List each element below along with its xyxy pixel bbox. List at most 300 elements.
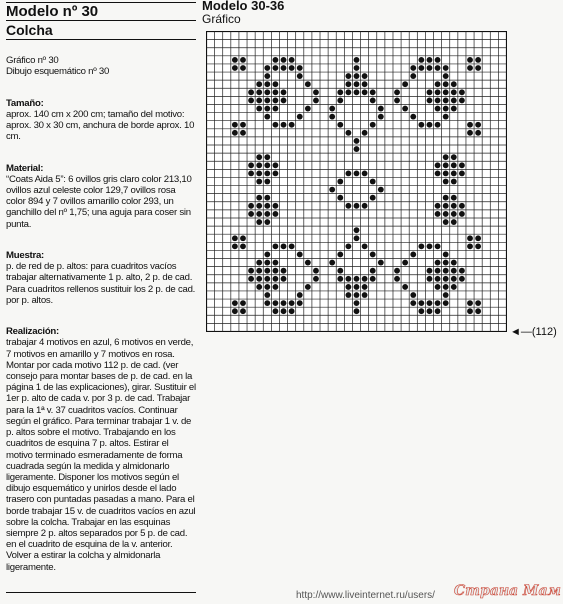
filled-cell bbox=[289, 243, 295, 249]
filled-cell bbox=[410, 292, 416, 298]
filled-cell bbox=[354, 89, 360, 95]
filled-cell bbox=[451, 195, 457, 201]
filled-cell bbox=[435, 203, 441, 209]
filled-cell bbox=[248, 203, 254, 209]
filled-cell bbox=[264, 98, 270, 104]
filled-cell bbox=[418, 65, 424, 71]
filled-cell bbox=[362, 130, 368, 136]
filled-cell bbox=[475, 243, 481, 249]
filled-cell bbox=[273, 170, 279, 176]
filled-cell bbox=[362, 89, 368, 95]
filled-cell bbox=[435, 162, 441, 168]
filled-cell bbox=[362, 292, 368, 298]
filled-cell bbox=[264, 252, 270, 258]
filled-cell bbox=[273, 308, 279, 314]
size-label: Tamaño: bbox=[6, 97, 44, 109]
filled-cell bbox=[467, 130, 473, 136]
filled-cell bbox=[289, 122, 295, 128]
filled-cell bbox=[435, 122, 441, 128]
filled-cell bbox=[256, 211, 262, 217]
filled-cell bbox=[451, 276, 457, 282]
filled-cell bbox=[248, 170, 254, 176]
filled-cell bbox=[240, 65, 246, 71]
filled-cell bbox=[337, 122, 343, 128]
filled-cell bbox=[256, 203, 262, 209]
filled-cell bbox=[362, 284, 368, 290]
filled-cell bbox=[354, 73, 360, 79]
filled-cell bbox=[337, 89, 343, 95]
filled-cell bbox=[264, 211, 270, 217]
filled-cell bbox=[281, 308, 287, 314]
filled-cell bbox=[370, 276, 376, 282]
filled-cell bbox=[362, 170, 368, 176]
filled-cell bbox=[289, 308, 295, 314]
filled-cell bbox=[281, 98, 287, 104]
filled-cell bbox=[362, 203, 368, 209]
filled-cell bbox=[232, 130, 238, 136]
filled-cell bbox=[264, 219, 270, 225]
filled-cell bbox=[418, 243, 424, 249]
brand-logo: Страна Мам bbox=[454, 583, 561, 599]
filled-cell bbox=[451, 162, 457, 168]
filled-cell bbox=[410, 114, 416, 120]
filled-cell bbox=[410, 300, 416, 306]
filled-cell bbox=[329, 114, 335, 120]
filled-cell bbox=[354, 235, 360, 241]
filled-cell bbox=[435, 308, 441, 314]
filled-cell bbox=[443, 179, 449, 185]
filled-cell bbox=[281, 122, 287, 128]
filled-cell bbox=[354, 227, 360, 233]
filled-cell bbox=[443, 162, 449, 168]
filled-cell bbox=[240, 300, 246, 306]
filled-cell bbox=[345, 73, 351, 79]
filled-cell bbox=[443, 98, 449, 104]
filled-cell bbox=[240, 122, 246, 128]
filled-cell bbox=[240, 57, 246, 63]
filled-cell bbox=[297, 65, 303, 71]
filled-cell bbox=[256, 170, 262, 176]
filled-cell bbox=[443, 106, 449, 112]
filled-cell bbox=[313, 276, 319, 282]
filled-cell bbox=[297, 73, 303, 79]
filled-cell bbox=[264, 203, 270, 209]
filled-cell bbox=[345, 89, 351, 95]
filled-cell bbox=[273, 98, 279, 104]
filled-cell bbox=[256, 154, 262, 160]
filled-cell bbox=[240, 235, 246, 241]
subtitle: Colcha bbox=[6, 22, 53, 38]
filled-cell bbox=[370, 268, 376, 274]
filled-cell bbox=[354, 57, 360, 63]
realization-label: Realización: bbox=[6, 326, 59, 338]
filled-cell bbox=[362, 73, 368, 79]
filled-cell bbox=[273, 65, 279, 71]
filled-cell bbox=[435, 284, 441, 290]
filled-cell bbox=[443, 73, 449, 79]
filled-cell bbox=[273, 211, 279, 217]
chart-ref-2: Dibujo esquemático nº 30 bbox=[6, 66, 110, 78]
filled-cell bbox=[443, 154, 449, 160]
filled-cell bbox=[451, 154, 457, 160]
filled-cell bbox=[354, 300, 360, 306]
filled-cell bbox=[354, 65, 360, 71]
filled-cell bbox=[443, 211, 449, 217]
realization-section bbox=[6, 315, 196, 573]
filled-cell bbox=[459, 203, 465, 209]
filled-cell bbox=[451, 81, 457, 87]
filled-cell bbox=[467, 122, 473, 128]
filled-cell bbox=[264, 162, 270, 168]
filled-cell bbox=[232, 57, 238, 63]
filled-cell bbox=[410, 73, 416, 79]
filled-cell bbox=[264, 89, 270, 95]
filled-cell bbox=[281, 268, 287, 274]
filled-cell bbox=[443, 268, 449, 274]
filled-cell bbox=[297, 252, 303, 258]
filled-cell bbox=[345, 81, 351, 87]
filled-cell bbox=[264, 154, 270, 160]
filled-cell bbox=[256, 162, 262, 168]
filled-cell bbox=[451, 89, 457, 95]
filled-cell bbox=[362, 243, 368, 249]
filled-cell bbox=[264, 179, 270, 185]
filled-cell bbox=[443, 81, 449, 87]
filled-cell bbox=[443, 203, 449, 209]
filled-cell bbox=[256, 268, 262, 274]
filled-cell bbox=[256, 98, 262, 104]
filled-cell bbox=[281, 243, 287, 249]
filled-cell bbox=[329, 260, 335, 266]
filled-cell bbox=[362, 81, 368, 87]
filled-cell bbox=[475, 122, 481, 128]
subtitle-rule bbox=[6, 39, 196, 40]
filled-cell bbox=[427, 268, 433, 274]
filled-cell bbox=[354, 292, 360, 298]
filled-cell bbox=[264, 276, 270, 282]
filled-cell bbox=[273, 81, 279, 87]
filled-cell bbox=[273, 260, 279, 266]
filled-cell bbox=[443, 300, 449, 306]
filled-cell bbox=[435, 89, 441, 95]
filled-cell bbox=[305, 284, 311, 290]
filled-cell bbox=[264, 81, 270, 87]
filled-cell bbox=[264, 170, 270, 176]
filled-cell bbox=[297, 292, 303, 298]
filled-cell bbox=[435, 170, 441, 176]
filled-cell bbox=[354, 308, 360, 314]
filled-cell bbox=[410, 65, 416, 71]
row-marker: ◄—(112) bbox=[510, 326, 557, 338]
filled-cell bbox=[273, 284, 279, 290]
filled-cell bbox=[418, 122, 424, 128]
material-section bbox=[6, 151, 196, 229]
filled-cell bbox=[273, 268, 279, 274]
filled-cell bbox=[362, 276, 368, 282]
filled-cell bbox=[256, 284, 262, 290]
filled-cell bbox=[443, 170, 449, 176]
filled-cell bbox=[354, 276, 360, 282]
filled-cell bbox=[232, 122, 238, 128]
filled-cell bbox=[345, 243, 351, 249]
filled-cell bbox=[264, 300, 270, 306]
filled-cell bbox=[394, 268, 400, 274]
filled-cell bbox=[273, 122, 279, 128]
sample-text: p. de red de p. altos: para cuadritos vacíos trabajar alternativamente 1 p. alto, 2 p. de cad. Para cuadritos rellenos sustituir los 2 p. de cad. por p. altos. bbox=[6, 261, 196, 306]
filled-cell bbox=[467, 57, 473, 63]
filled-cell bbox=[435, 57, 441, 63]
filled-cell bbox=[435, 211, 441, 217]
size-section bbox=[6, 86, 196, 142]
filled-cell bbox=[273, 243, 279, 249]
filled-cell bbox=[418, 300, 424, 306]
filled-cell bbox=[248, 162, 254, 168]
filled-cell bbox=[354, 284, 360, 290]
chart-header bbox=[200, 0, 284, 26]
filled-cell bbox=[256, 89, 262, 95]
model-title: Modelo nº 30 bbox=[6, 3, 99, 20]
filled-cell bbox=[345, 170, 351, 176]
filled-cell bbox=[354, 146, 360, 152]
filled-cell bbox=[289, 65, 295, 71]
filled-cell bbox=[435, 98, 441, 104]
filled-cell bbox=[467, 308, 473, 314]
chart-subtitle: Gráfico bbox=[202, 12, 241, 26]
filled-cell bbox=[435, 81, 441, 87]
filled-cell bbox=[248, 98, 254, 104]
filled-cell bbox=[443, 284, 449, 290]
filled-cell bbox=[418, 308, 424, 314]
filled-cell bbox=[427, 300, 433, 306]
filled-cell bbox=[297, 114, 303, 120]
filled-cell bbox=[337, 276, 343, 282]
filled-cell bbox=[475, 308, 481, 314]
filled-cell bbox=[345, 276, 351, 282]
filled-cell bbox=[451, 211, 457, 217]
filled-cell bbox=[402, 284, 408, 290]
sample-label: Muestra: bbox=[6, 250, 44, 262]
filled-cell bbox=[459, 211, 465, 217]
filet-chart bbox=[206, 31, 507, 332]
filled-cell bbox=[443, 219, 449, 225]
filled-cell bbox=[394, 276, 400, 282]
filled-cell bbox=[232, 300, 238, 306]
filled-cell bbox=[345, 284, 351, 290]
filled-cell bbox=[256, 106, 262, 112]
filled-cell bbox=[289, 300, 295, 306]
filled-cell bbox=[459, 268, 465, 274]
filled-cell bbox=[370, 252, 376, 258]
filled-cell bbox=[264, 114, 270, 120]
filled-cell bbox=[443, 195, 449, 201]
filled-cell bbox=[273, 57, 279, 63]
filled-cell bbox=[281, 89, 287, 95]
filled-cell bbox=[435, 300, 441, 306]
filled-cell bbox=[264, 73, 270, 79]
filled-cell bbox=[354, 138, 360, 144]
filled-cell bbox=[281, 57, 287, 63]
filled-cell bbox=[264, 260, 270, 266]
filled-cell bbox=[427, 276, 433, 282]
filled-cell bbox=[240, 308, 246, 314]
instructions-column bbox=[6, 2, 196, 573]
watermark-url: http://www.liveinternet.ru/users/ bbox=[296, 590, 435, 601]
filled-cell bbox=[451, 98, 457, 104]
filled-cell bbox=[248, 211, 254, 217]
filled-cell bbox=[281, 276, 287, 282]
filled-cell bbox=[451, 284, 457, 290]
filled-cell bbox=[370, 179, 376, 185]
filled-cell bbox=[443, 292, 449, 298]
filled-cell bbox=[345, 203, 351, 209]
filled-cell bbox=[467, 300, 473, 306]
filled-cell bbox=[475, 235, 481, 241]
filled-cell bbox=[345, 130, 351, 136]
filled-cell bbox=[451, 170, 457, 176]
filled-cell bbox=[451, 268, 457, 274]
filled-cell bbox=[427, 122, 433, 128]
filled-cell bbox=[240, 130, 246, 136]
filled-cell bbox=[273, 203, 279, 209]
filled-cell bbox=[459, 170, 465, 176]
filled-cell bbox=[232, 308, 238, 314]
filled-cell bbox=[427, 89, 433, 95]
filled-cell bbox=[337, 252, 343, 258]
filled-cell bbox=[378, 114, 384, 120]
filled-cell bbox=[256, 179, 262, 185]
filled-cell bbox=[248, 268, 254, 274]
bottom-rule bbox=[6, 592, 196, 593]
filled-cell bbox=[273, 300, 279, 306]
filled-cell bbox=[427, 308, 433, 314]
filled-cell bbox=[467, 65, 473, 71]
filled-cell bbox=[435, 260, 441, 266]
filled-cell bbox=[232, 235, 238, 241]
filled-cell bbox=[402, 106, 408, 112]
filled-cell bbox=[256, 81, 262, 87]
filled-cell bbox=[435, 276, 441, 282]
filled-cell bbox=[475, 300, 481, 306]
filled-cell bbox=[281, 300, 287, 306]
filled-cell bbox=[451, 260, 457, 266]
filled-cell bbox=[337, 179, 343, 185]
filled-cell bbox=[256, 260, 262, 266]
filled-cell bbox=[273, 106, 279, 112]
chart-ref-1: Gráfico nº 30 bbox=[6, 55, 59, 66]
material-text: “Coats Aida 5”: 6 ovillos gris claro color 213,10 ovillos azul celeste color 129,7 ovillos rosa color 894 y 7 ovillos amarillo color 293, un ganchillo del nº 1,75; una aguja para coser sin punta. bbox=[6, 173, 192, 230]
filled-cell bbox=[273, 276, 279, 282]
filled-cell bbox=[443, 276, 449, 282]
filled-cell bbox=[443, 252, 449, 258]
filled-cell bbox=[256, 195, 262, 201]
filled-cell bbox=[435, 65, 441, 71]
filled-cell bbox=[394, 89, 400, 95]
filled-cell bbox=[232, 65, 238, 71]
filled-cell bbox=[370, 122, 376, 128]
filled-cell bbox=[337, 98, 343, 104]
filled-cell bbox=[459, 98, 465, 104]
filled-cell bbox=[264, 292, 270, 298]
filled-cell bbox=[475, 65, 481, 71]
filled-cell bbox=[337, 268, 343, 274]
filled-cell bbox=[354, 170, 360, 176]
filled-cell bbox=[289, 57, 295, 63]
filled-cell bbox=[313, 268, 319, 274]
filled-cell bbox=[264, 284, 270, 290]
filled-cell bbox=[256, 219, 262, 225]
filled-cell bbox=[459, 276, 465, 282]
filled-cell bbox=[443, 89, 449, 95]
filled-cell bbox=[443, 65, 449, 71]
filled-cell bbox=[256, 276, 262, 282]
sample-section bbox=[6, 239, 196, 306]
filled-cell bbox=[451, 219, 457, 225]
filled-cell bbox=[354, 203, 360, 209]
filled-cell bbox=[313, 98, 319, 104]
filled-cell bbox=[467, 243, 473, 249]
filled-cell bbox=[248, 276, 254, 282]
filled-cell bbox=[329, 187, 335, 193]
title-rule bbox=[6, 20, 196, 21]
filled-cell bbox=[337, 195, 343, 201]
size-text: aprox. 140 cm x 200 cm; tamaño del motivo: aprox. 30 x 30 cm, anchura de borde aprox. 10 cm. bbox=[6, 108, 195, 143]
filled-cell bbox=[240, 243, 246, 249]
filled-cell bbox=[370, 89, 376, 95]
filled-cell bbox=[313, 89, 319, 95]
filled-cell bbox=[443, 260, 449, 266]
filled-cell bbox=[297, 300, 303, 306]
filled-cell bbox=[467, 235, 473, 241]
filled-cell bbox=[378, 106, 384, 112]
filled-cell bbox=[370, 195, 376, 201]
filled-cell bbox=[264, 268, 270, 274]
filled-cell bbox=[435, 243, 441, 249]
filled-cell bbox=[410, 252, 416, 258]
filled-cell bbox=[427, 98, 433, 104]
filled-cell bbox=[248, 89, 254, 95]
filled-cell bbox=[305, 106, 311, 112]
filled-cell bbox=[281, 65, 287, 71]
filled-cell bbox=[459, 162, 465, 168]
filled-cell bbox=[402, 260, 408, 266]
filled-cell bbox=[427, 57, 433, 63]
filled-cell bbox=[305, 81, 311, 87]
filled-cell bbox=[370, 98, 376, 104]
filled-cell bbox=[378, 260, 384, 266]
filled-cell bbox=[418, 57, 424, 63]
filled-cell bbox=[443, 114, 449, 120]
filled-cell bbox=[459, 89, 465, 95]
filled-cell bbox=[435, 268, 441, 274]
filled-cell bbox=[354, 81, 360, 87]
filled-cell bbox=[475, 130, 481, 136]
filled-cell bbox=[427, 65, 433, 71]
chart-model-title: Modelo 30-36 bbox=[202, 0, 285, 13]
filled-cell bbox=[273, 162, 279, 168]
filled-cell bbox=[345, 292, 351, 298]
filled-cell bbox=[273, 89, 279, 95]
filled-cell bbox=[394, 98, 400, 104]
filled-cell bbox=[264, 106, 270, 112]
filled-cell bbox=[451, 106, 457, 112]
filled-cell bbox=[451, 203, 457, 209]
filled-cell bbox=[264, 195, 270, 201]
filled-cell bbox=[435, 106, 441, 112]
material-label: Material: bbox=[6, 162, 44, 174]
filled-cell bbox=[402, 81, 408, 87]
filled-cell bbox=[305, 260, 311, 266]
filled-cell bbox=[329, 106, 335, 112]
